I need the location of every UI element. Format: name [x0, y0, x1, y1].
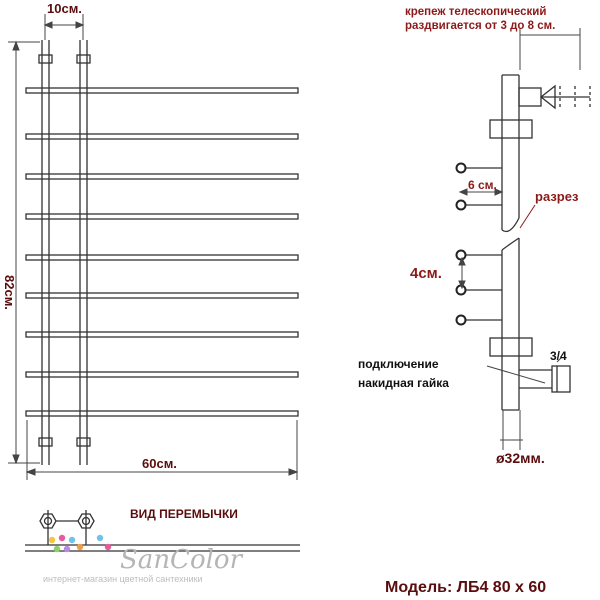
mount-note-line2: раздвигается от 3 до 8 см. [405, 20, 556, 32]
stand-spacing-label: 10см. [47, 1, 82, 16]
diameter-label: ø32мм. [496, 450, 545, 466]
model-label: Модель: ЛБ4 80 х 60 [385, 579, 547, 596]
bottom-mount [490, 338, 532, 356]
stand-spacing-dimension [45, 14, 83, 40]
jumper-view-title: ВИД ПЕРЕМЫЧКИ [130, 507, 238, 521]
rail-7 [26, 332, 298, 337]
outlet-fitting [519, 366, 570, 392]
horizontal-rails [26, 88, 298, 416]
width-label: 60см. [142, 456, 177, 471]
height-dimension [8, 42, 40, 463]
side-stand-upper [502, 75, 519, 230]
rail-6 [26, 293, 298, 298]
side-view [490, 75, 590, 410]
watermark-logo-dots [49, 535, 111, 552]
right-stand [77, 40, 90, 465]
top-mount-bracket [490, 86, 590, 138]
rail-8 [26, 372, 298, 377]
side-stand-lower [502, 238, 519, 410]
connection-line1: подключение [358, 357, 439, 371]
rail-9 [26, 411, 298, 416]
rail-3 [26, 174, 298, 179]
left-stand [39, 40, 52, 465]
rail-5 [26, 255, 298, 260]
rail-2 [26, 134, 298, 139]
thread-label: 3/4 [550, 349, 567, 363]
mount-note-line1: крепеж телескопический [405, 6, 547, 18]
width-dimension [27, 420, 297, 480]
watermark-brand: SanColor [120, 545, 243, 575]
height-label: 82см. [2, 275, 17, 310]
rail-1 [26, 88, 298, 93]
rail-offset-label: 6 см. [468, 178, 497, 192]
watermark [43, 535, 244, 584]
section-cut [502, 218, 519, 250]
section-label: разрез [535, 189, 579, 204]
rail-4 [26, 214, 298, 219]
rail-spacing-label: 4см. [410, 265, 442, 282]
watermark-tagline: интернет-магазин цветной сантехники [43, 574, 203, 584]
front-view [8, 14, 298, 480]
connection-line2: накидная гайка [358, 376, 449, 390]
